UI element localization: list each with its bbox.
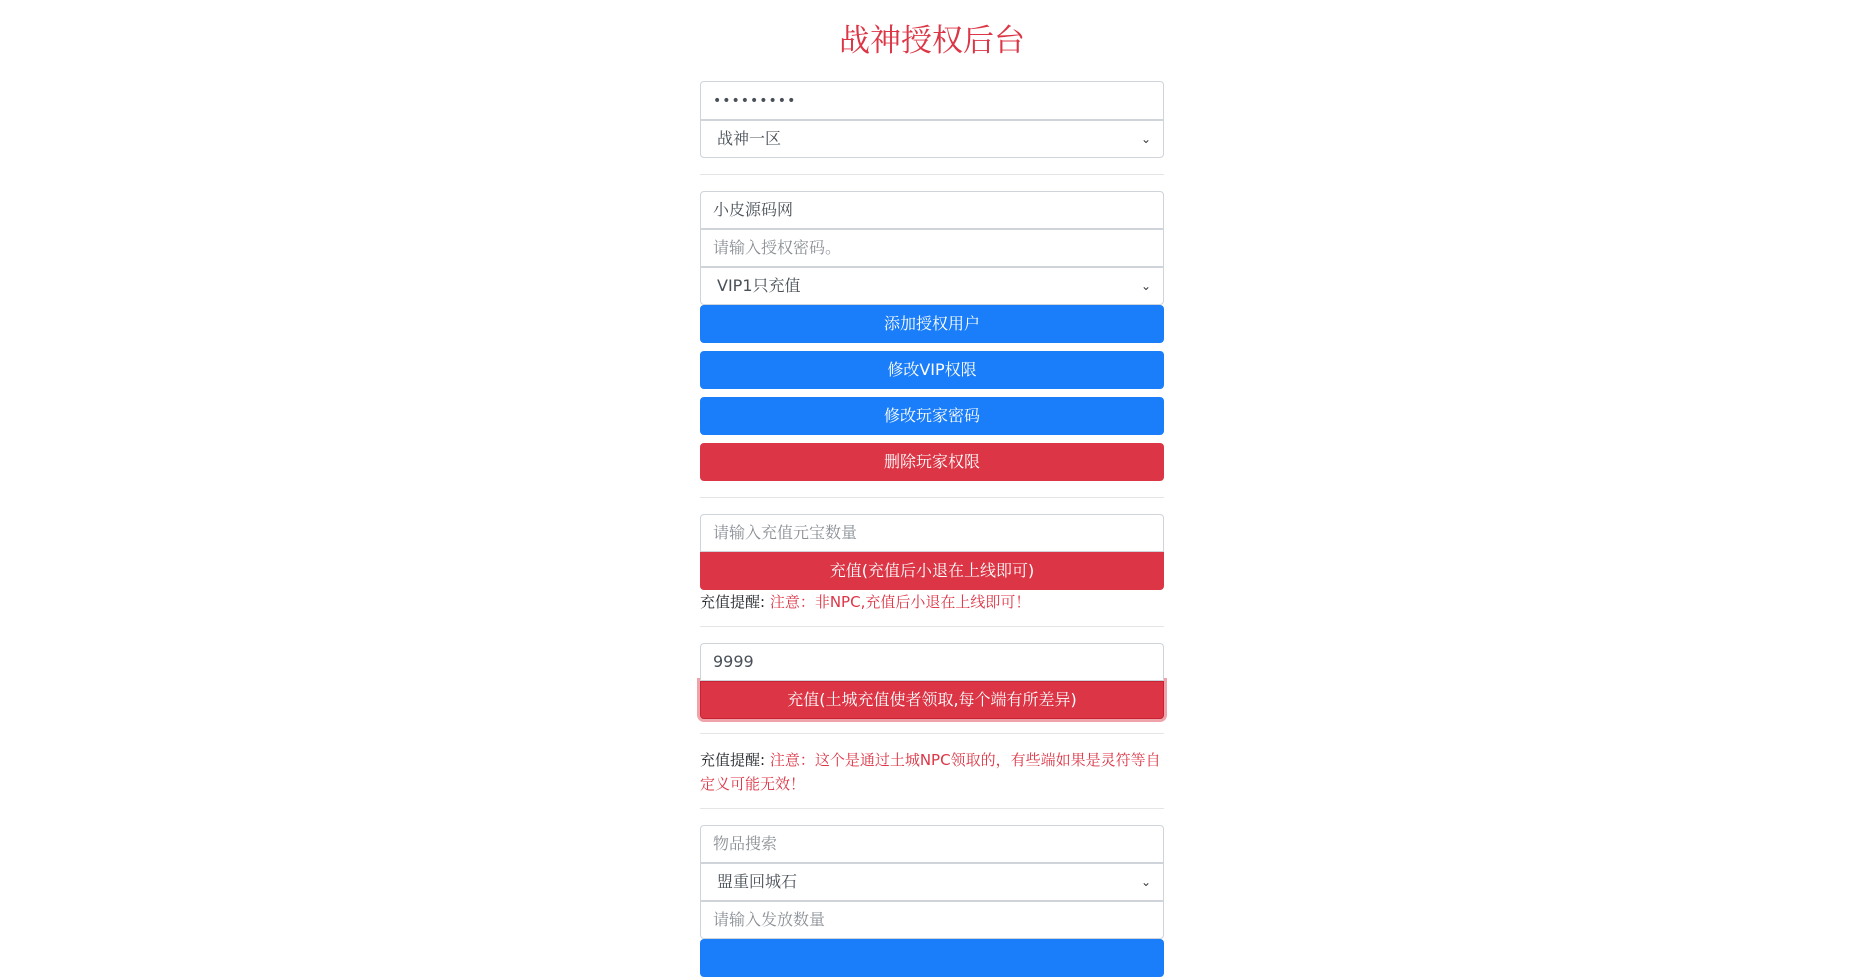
city-recharge-notice [700, 748, 1164, 796]
city-recharge-amount-input[interactable] [700, 643, 1164, 681]
item-quantity-placeholder: 请输入发放数量 [713, 910, 826, 929]
chevron-down-icon: ⌄ [1140, 875, 1151, 889]
username-value: 小皮源码网 [713, 200, 794, 219]
vip-level-value: VIP1只充值 [717, 276, 801, 295]
city-recharge-notice-label: 充值提醒: [700, 751, 770, 769]
admin-panel [700, 0, 1164, 977]
send-item-button[interactable] [700, 939, 1164, 977]
vip-level-select[interactable] [700, 267, 1164, 305]
username-input[interactable] [700, 191, 1164, 229]
page-title: 战神授权后台 [839, 23, 1025, 59]
password-mask: ••••••••• [713, 93, 797, 109]
add-auth-user-button[interactable]: 添加授权用户 [700, 305, 1164, 343]
item-search-placeholder: 物品搜索 [713, 834, 778, 853]
item-quantity-input[interactable] [700, 901, 1164, 939]
section-divider [700, 626, 1164, 627]
recharge-amount-input[interactable] [700, 514, 1164, 552]
city-recharge-notice-text: 注意：这个是通过土城NPC领取的，有些端如果是灵符等自定义可能无效！ [700, 751, 1161, 793]
server-select-value: 战神一区 [717, 129, 782, 148]
item-select[interactable] [700, 863, 1164, 901]
recharge-notice [700, 590, 1164, 614]
recharge-notice-label: 充值提醒: [700, 593, 770, 611]
city-recharge-button[interactable]: 充值(土城充值使者领取,每个端有所差异) [700, 681, 1164, 719]
server-select[interactable] [700, 120, 1164, 158]
auth-password-placeholder: 请输入授权密码。 [713, 238, 842, 257]
city-recharge-amount-value: 9999 [713, 652, 754, 671]
section-divider [700, 808, 1164, 809]
recharge-amount-placeholder: 请输入充值元宝数量 [713, 523, 858, 542]
modify-player-password-button[interactable]: 修改玩家密码 [700, 397, 1164, 435]
chevron-down-icon: ⌄ [1140, 279, 1151, 293]
section-divider [700, 733, 1164, 734]
item-select-value: 盟重回城石 [717, 872, 798, 891]
section-divider [700, 497, 1164, 498]
delete-player-permission-button[interactable]: 删除玩家权限 [700, 443, 1164, 481]
item-search-input[interactable] [700, 825, 1164, 863]
auth-password-input[interactable] [700, 229, 1164, 267]
chevron-down-icon: ⌄ [1140, 132, 1151, 146]
section-divider [700, 174, 1164, 175]
recharge-notice-text: 注意：非NPC,充值后小退在上线即可！ [769, 593, 1031, 611]
admin-password-input[interactable] [700, 81, 1164, 120]
modify-vip-button[interactable]: 修改VIP权限 [700, 351, 1164, 389]
recharge-button[interactable]: 充值(充值后小退在上线即可) [700, 552, 1164, 590]
